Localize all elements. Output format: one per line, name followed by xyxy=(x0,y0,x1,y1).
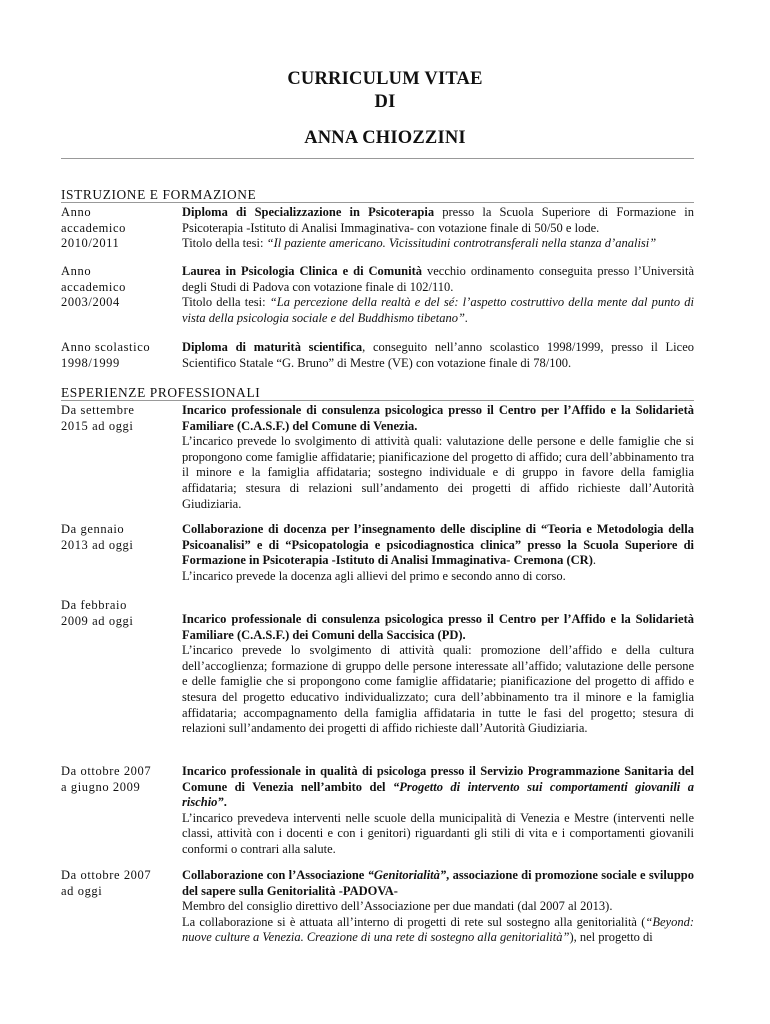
period-line: Da gennaio xyxy=(61,522,125,536)
thesis-label: Titolo della tesi: xyxy=(182,236,267,251)
title-divider xyxy=(61,158,694,159)
period-line: a giugno 2009 xyxy=(61,779,141,794)
entry-description xyxy=(182,264,694,326)
entry-text: L’incarico prevede lo svolgimento di attività quali: promozione dell’affido e della cultura dell’accoglienza; formazione di gruppo delle persone interessate all’affido; valutazione delle persone e delle famiglie che si propongono come famiglie affidatarie; pianificazione del progetto di affido e stesura del progetto educativo individualizzato; cura dell’abbinamento tra il minore e la famiglia affidataria; accompagnamento della famiglia affidataria in tutte le fasi del progetto; stesura di relazioni sull’andamento dei progetti di affido richieste dall’Autorità Giudiziaria. xyxy=(182,643,694,736)
entry-text: L’incarico prevede lo svolgimento di attività quali: valutazione delle persone e delle famiglie che si propongono come famiglie affidatarie; pianificazione del progetto di affido; cura dell’abbinamento tra il minore e la famiglia affidataria; sostegno individuale e di gruppo in favore della famiglia affidataria; stesura di relazioni sull’andamento dei progetti di affido richieste dall’Autorità Giudiziaria. xyxy=(182,434,694,511)
period-line: 2003/2004 xyxy=(61,295,120,310)
project-title: “Progetto di intervento sui comportamenti giovanili a rischio” xyxy=(182,779,694,810)
education-heading: ISTRUZIONE E FORMAZIONE xyxy=(61,187,257,202)
entry-title-line xyxy=(182,764,694,811)
entry-period xyxy=(61,205,173,252)
entry-description xyxy=(182,764,694,858)
entry-title-line xyxy=(182,522,694,569)
cv-title xyxy=(0,68,770,150)
period-line: Anno xyxy=(61,205,92,219)
entry-text: L’incarico prevede la docenza agli allievi del primo e secondo anno di corso. xyxy=(182,568,566,583)
entry-description xyxy=(182,403,694,512)
person-name: ANNA CHIOZZINI xyxy=(304,128,466,148)
entry-title: Diploma di maturità scientifica xyxy=(182,340,363,354)
period-line: Anno xyxy=(61,264,92,278)
period-line: 2013 ad oggi xyxy=(61,537,134,552)
period-line: accademico xyxy=(61,279,126,294)
entry-title: Collaborazione con l’Associazione xyxy=(182,868,368,882)
entry-description xyxy=(182,205,694,252)
entry-main-text xyxy=(182,264,694,295)
period-line: Da settembre xyxy=(61,403,135,417)
title-line-2: DI xyxy=(374,92,396,112)
entry-title: Diploma di Specializzazione in Psicoterapia xyxy=(182,205,435,219)
experience-heading: ESPERIENZE PROFESSIONALI xyxy=(61,385,261,400)
entry-period xyxy=(61,403,173,434)
entry-title: Collaborazione di docenza per l’insegnamento delle discipline di “Teoria e Metodologia della Psicoanalisi” e di “Psicopatologia e psicodiagnostica clinica” presso la Scuola Superiore di Formazione in Psicoterapia -Istituto di Analisi Immaginativa- Cremona (CR) xyxy=(182,522,694,568)
period-line: ad oggi xyxy=(61,883,103,898)
entry-title: Incarico professionale in qualità di psicologa presso il Servizio Programmazione Sanitaria del Comune di Venezia nell’ambito del xyxy=(182,764,694,794)
period-line: Anno scolastico xyxy=(61,340,151,354)
education-divider xyxy=(61,202,694,203)
period-line: Da febbraio xyxy=(61,598,127,612)
thesis-label: Titolo della tesi: xyxy=(182,295,270,310)
entry-description xyxy=(182,868,694,946)
text-part: ), nel progetto di xyxy=(569,930,653,945)
entry-title: Laurea in Psicologia Clinica e di Comunità xyxy=(182,264,423,278)
period-line: 2009 ad oggi xyxy=(61,613,134,628)
text-part: La collaborazione si è attuata all’interno di progetti di rete sul sostegno alla genitorialità ( xyxy=(182,914,646,929)
entry-description xyxy=(182,340,694,371)
entry-period xyxy=(61,264,173,311)
entry-text: presso la Scuola Superiore di Formazione in Psicoterapia -Istituto di Analisi Immaginativa- con votazione finale di 50/50 e lode. xyxy=(182,205,694,235)
entry-main-text xyxy=(182,340,694,371)
entry-main-text xyxy=(182,205,694,236)
period-line: Da ottobre 2007 xyxy=(61,868,152,882)
entry-title: Incarico professionale di consulenza psicologica presso il Centro per l’Affido e la Solidarietà Familiare (C.A.S.F.) del Comune di Venezia. xyxy=(182,403,694,433)
entry-period xyxy=(61,598,173,629)
entry-description xyxy=(182,522,694,584)
period-line: 2010/2011 xyxy=(61,236,120,251)
title-suffix: , associazione di promozione sociale e sviluppo del sapere sulla Genitorialità -PADOVA- xyxy=(182,868,694,898)
period-line: 2015 ad oggi xyxy=(61,418,134,433)
thesis-line xyxy=(182,236,694,252)
title-suffix: . xyxy=(223,795,227,810)
entry-text: Membro del consiglio direttivo dell’Associazione per due mandati (dal 2007 al 2013). xyxy=(182,899,613,914)
thesis-line xyxy=(182,295,694,326)
entry-period xyxy=(61,764,173,795)
title-line-1: CURRICULUM VITAE xyxy=(287,69,483,89)
project-title: “Beyond: nuove culture a Venezia. Creazione di una rete di sostegno alla genitorialità” xyxy=(182,914,694,945)
entry-period xyxy=(61,522,173,553)
thesis-title: “La percezione della realtà e del sé: l’aspetto costruttivo della mente dal punto di vista della psicologia sociale e del Buddhismo tibetano”. xyxy=(182,295,694,325)
period-line: 1998/1999 xyxy=(61,355,120,370)
entry-period xyxy=(61,340,173,371)
thesis-title: “Il paziente americano. Vicissitudini controtransferali nella stanza d’analisi” xyxy=(266,236,657,251)
entry-description xyxy=(182,612,694,737)
entry-text: , conseguito nell’anno scolastico 1998/1999, presso il Liceo Scientifico Statale “G. Bruno” di Mestre (VE) con votazione finale di 78/100. xyxy=(182,340,694,370)
entry-period xyxy=(61,868,173,899)
entry-title-line xyxy=(182,868,694,899)
title-suffix: . xyxy=(592,553,596,568)
entry-text: vecchio ordinamento conseguita presso l’Università degli Studi di Padova con votazione finale di 102/110. xyxy=(182,264,694,294)
association-name: “Genitorialità” xyxy=(367,868,447,882)
experience-divider xyxy=(61,400,694,401)
entry-text-2 xyxy=(182,915,694,946)
period-line: Da ottobre 2007 xyxy=(61,764,152,778)
entry-text: L’incarico prevedeva interventi nelle scuole della municipalità di Venezia e Mestre (interventi nelle classi, attività con i docenti e con i genitori) riguardanti gli stili di vita e i comportamenti giovanili conformi o contrari alla salute. xyxy=(182,810,694,856)
period-line: accademico xyxy=(61,220,126,235)
entry-title: Incarico professionale di consulenza psicologica presso il Centro per l’Affido e la Solidarietà Familiare (C.A.S.F.) dei Comuni della Saccisica (PD). xyxy=(182,612,694,642)
